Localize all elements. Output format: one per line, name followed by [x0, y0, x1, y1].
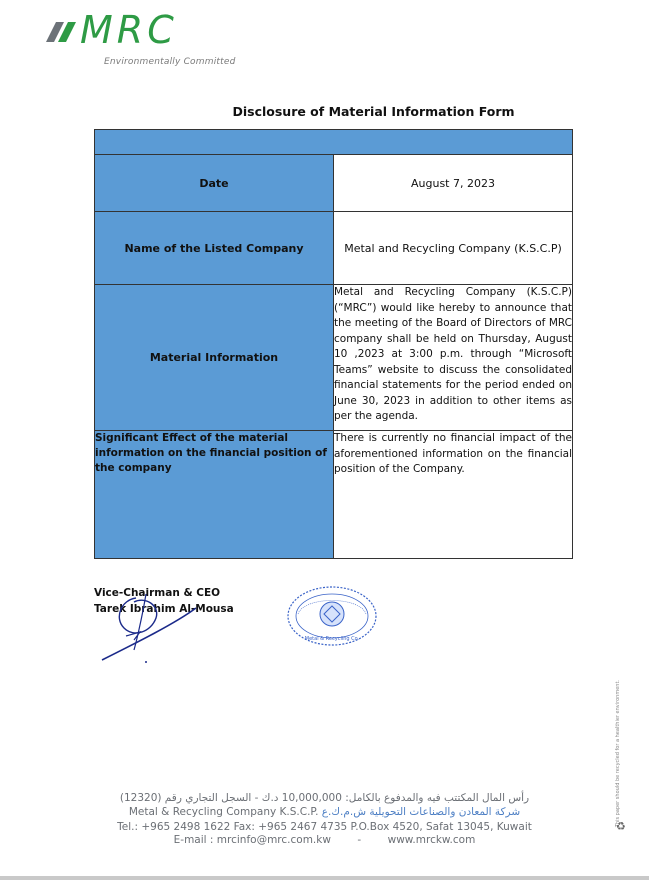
logo-text: MRC [80, 12, 178, 52]
footer-company-en: Metal & Recycling Company K.S.C.P. [128, 806, 319, 818]
footer-contact-line: Tel.: +965 2498 1622 Fax: +965 2467 4735 P.O.Box 4520, Safat 13045, Kuwait [117, 821, 532, 833]
table-header-bar [95, 130, 573, 155]
row-label-company: Name of the Listed Company [95, 212, 334, 285]
table-row [95, 285, 573, 431]
handwritten-signature [96, 588, 216, 668]
row-value-company: Metal and Recycling Company (K.S.C.P) [334, 212, 573, 285]
footer-separator: - [357, 834, 362, 846]
company-seal [284, 584, 380, 648]
footer-capital-line: رأس المال المكتتب فيه والمدفوع بالكامل: 10,000,000 د.ك - السجل التجاري رقم (12320) [119, 792, 530, 804]
table-row [95, 431, 573, 559]
table-row [95, 155, 573, 212]
footer-web-line [0, 834, 649, 846]
form-title: Disclosure of Material Information Form [232, 104, 515, 119]
row-value-date: August 7, 2023 [334, 155, 573, 212]
recycle-side-note: This paper should be recycled for a healthier environment. [615, 680, 621, 828]
row-value-material-info: Metal and Recycling Company (K.S.C.P) (“MRC”) would like hereby to announce that the meeting of the Board of Directors of MRC company shall be held on Thursday, August 10 ,2023 at 3:00 p.m. through “Microsoft Teams” website to discuss the consolidated financial statements for the period ended on June 30, 2023 in addition to other items as per the agenda. [334, 285, 573, 431]
row-label-significant-effect: Significant Effect of the material information on the financial position of the company [95, 431, 334, 559]
signatory-title: Vice-Chairman & CEO [94, 587, 221, 599]
row-value-significant-effect: There is currently no financial impact of the aforementioned information on the financial position of the Company. [334, 431, 573, 559]
disclosure-table [94, 129, 573, 559]
tagline: Environmentally Committed [104, 57, 236, 67]
seal-text: Metal & Recycling Co. [304, 636, 360, 642]
recycle-icon: ♻ [616, 820, 626, 833]
footer-email: E-mail : mrcinfo@mrc.com.kw [173, 834, 331, 846]
row-label-date: Date [95, 155, 334, 212]
row-label-material-info: Material Information [95, 285, 334, 431]
footer-website: www.mrckw.com [387, 834, 476, 846]
footer-company-line [0, 806, 649, 818]
table-row [95, 212, 573, 285]
footer-company-ar: شركة المعادن والصناعات التحويلية ش.م.ك.ع [321, 806, 521, 818]
bottom-rule [0, 876, 649, 880]
signatory-name: Tarek Ibrahim Al-Mousa [94, 603, 234, 615]
